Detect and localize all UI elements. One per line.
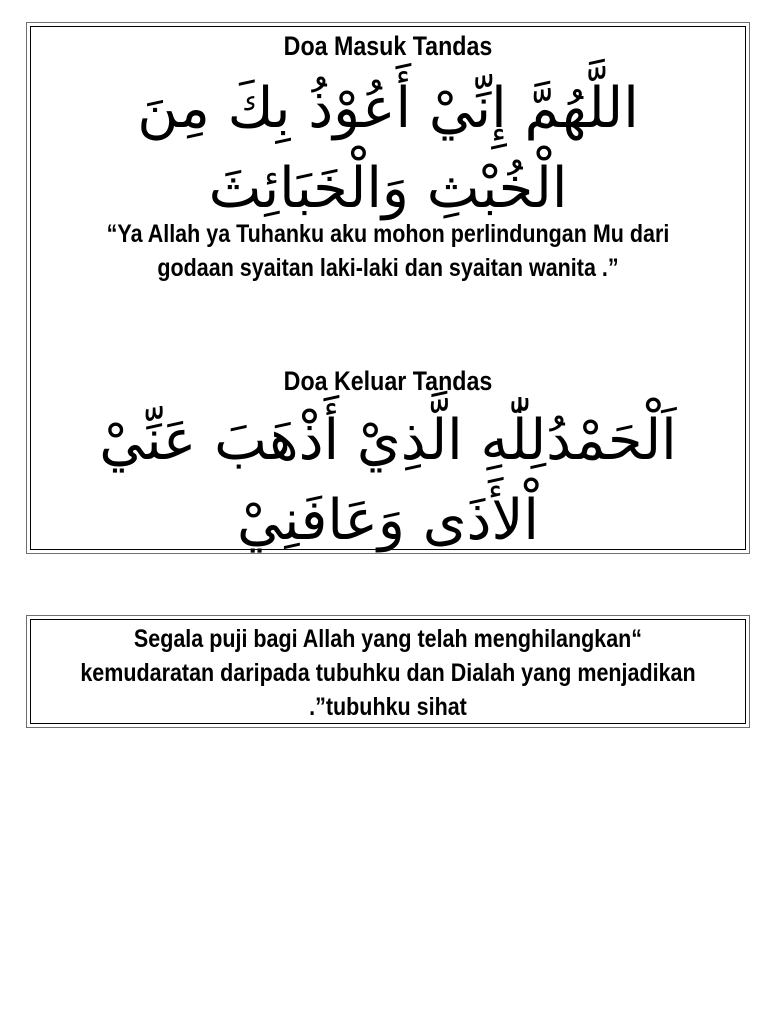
doa-masuk-title: Doa Masuk Tandas: [283, 31, 493, 61]
doa-keluar-translation-line-3: .”tubuhku sihat: [309, 693, 467, 721]
doa-translation-card: [26, 615, 750, 728]
doa-masuk-translation-line-2: godaan syaitan laki-laki dan syaitan wanita .”: [157, 254, 619, 282]
doa-masuk-translation-line-1: “Ya Allah ya Tuhanku aku mohon perlindungan Mu dari: [106, 220, 670, 248]
doa-masuk-arabic-line-1: اللَّهُمَّ إِنِّيْ أَعُوْذُ بِكَ مِنَ: [137, 76, 639, 141]
doa-keluar-title: Doa Keluar Tandas: [283, 366, 493, 396]
doa-keluar-arabic-line-2: اْلأَذَى وَعَافَنِيْ: [237, 488, 539, 553]
doa-keluar-arabic-line-1: اَلْحَمْدُلِلّٰهِ الَّذِيْ أَذْهَبَ عَنِّيْ: [99, 408, 677, 473]
doa-masuk-arabic-line-2: الْخُبْثِ وَالْخَبَائِثَ: [208, 156, 568, 221]
doa-keluar-translation-line-1: Segala puji bagi Allah yang telah menghilangkan“: [133, 625, 643, 653]
doa-card-top: [26, 22, 750, 554]
doa-keluar-translation-line-2: kemudaratan daripada tubuhku dan Dialah yang menjadikan: [80, 659, 696, 687]
